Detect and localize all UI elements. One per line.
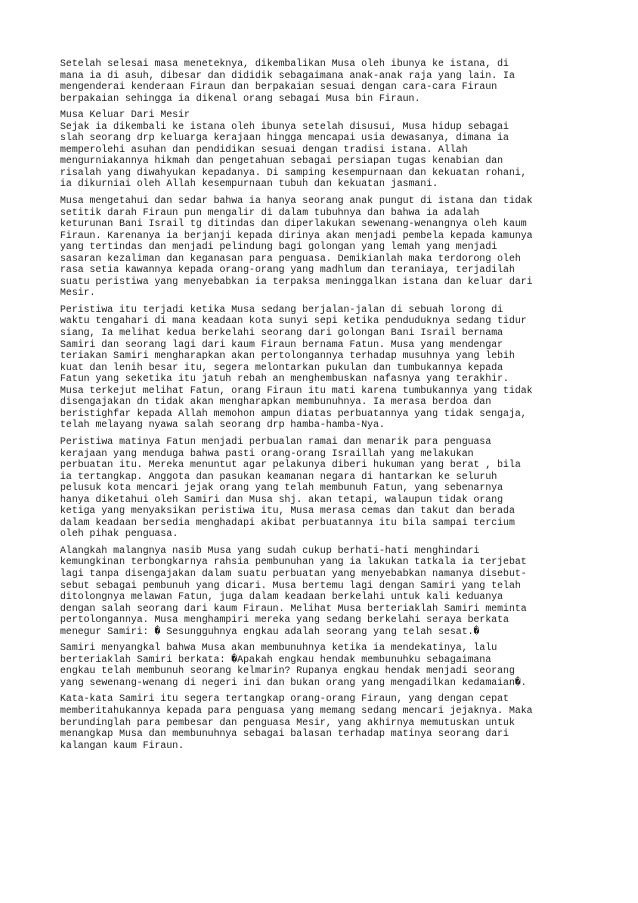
paragraph-8: Kata-kata Samiri itu segera tertangkap orang-orang Firaun, yang dengan cepat memberitahukannya kepada para penguasa yang memang sedang mencari jejaknya. Maka berundinglah para pembesar dan penguasa Mesir, yang akhirnya memutuskan untuk menangkap Musa dan membunuhnya sebagai balasan terhadap matinya seorang dari kalangan kaum Firaun. [60,693,533,751]
paragraph-7: Samiri menyangkal bahwa Musa akan membunuhnya ketika ia mendekatinya, lalu berteriaklah Samiri berkata: �Apakah engkau hendak membunuhku sebagaimana engkau telah membunuh seorang kelmarin? Rupanya engkau hendak menjadi seorang yang sewenang-wenang di negeri ini dan bukan orang yang mengadilkan kedamaian�. [60,642,527,688]
paragraph-2: Musa Keluar Dari Mesir Sejak ia dikembali ke istana oleh ibunya setelah disusui, Musa hidup sebagai slah seorang drp keluarga kerajaan hingga mencapai usia dewasanya, dimana ia memperolehi asuhan dan pendidikan sesuai dengan tradisi istana. Allah mengurniakannya hikmah dan pengetahuan sebagai persiapan tugas kenabian dan risalah yang diwahyukan kepadanya. Di samping kesempurnaan dan kekuatan rohani, ia dikurniai oleh Allah kesempurnaan tubuh dan kekuatan jasmani. [60,109,527,190]
paragraph-5: Peristiwa matinya Fatun menjadi perbualan ramai dan menarik para penguasa kerajaan yang menduga bahwa pasti orang-orang Israillah yang melakukan perbuatan itu. Mereka menuntut agar pelakunya diberi hukuman yang berat , bila ia tertangkap. Anggota dan pasukan keamanan negara di hantarkan ke seluruh pelusuk kota mencari jejak orang yang telah membunuh Fatun, yang sebenarnya hanya diketahui oleh Samiri dan Musa shj. akan tetapi, walaupun tidak orang ketiga yang menyaksikan peristiwa itu, Musa merasa cemas dan takut dan berada dalam keadaan bersedia menghadapi akibat perbuatannya itu bila sampai tercium oleh pihak penguasa. [60,435,521,540]
paragraph-4: Peristiwa itu terjadi ketika Musa sedang berjalan-jalan di sebuah lorong di waktu tengahari di mana keadaan kota sunyi sepi ketika penduduknya sedang tidur siang, Ia melihat kedua berkelahi seorang dari golongan Bani Israil bernama Samiri dan seorang lagi dari kaum Firaun bernama Fatun. Musa yang mendengar teriakan Samiri mengharapkan akan pertolongannya terhadap musuhnya yang lebih kuat dan lenih besar itu, segera melontarkan pukulan dan tumbukannya kepada Fatun yang seketika itu jatuh rebah an menghembuskan nafasnya yang terakhir. Musa terkejut melihat Fatun, orang Firaun itu mati karena tumbukannya yang tidak disengajakan dn tidak akan mengharapkan membunuhnya. Ia merasa berdoa dan beristighfar kepada Allah memohon ampun diatas perbuatannya yang tidak sengaja, telah melayang nyawa salah seorang drp hamba-hamba-Nya. [60,303,533,431]
paragraph-1: Setelah selesai masa meneteknya, dikembalikan Musa oleh ibunya ke istana, di mana ia di asuh, dibesar dan dididik sebagaimana anak-anak raja yang lain. Ia mengenderai kenderaan Firaun dan berpakaian sesuai dengan cara-cara Firaun berpakaian sehingga ia dikenal orang sebagai Musa bin Firaun. [60,58,515,104]
document-page [60,58,600,756]
paragraph-3: Musa mengetahui dan sedar bahwa ia hanya seorang anak pungut di istana dan tidak setitik darah Firaun pun mengalir di dalam tubuhnya dan bahwa ia adalah keturunan Bani Israil tg ditindas dan diperlakukan sewenang-wenangnya oleh kaum Firaun. Karenanya ia berjanji kepada dirinya akan menjadi pembela kepada kamunya yang tertindas dan menjadi pelindung bagi golongan yang lemah yang menjadi sasaran kezaliman dan keganasan para penguasa. Demikianlah maka terdorong oleh rasa setia kawannya kepada orang-orang yang madhlum dan teraniaya, terjadilah suatu peristiwa yang menyebabkan ia terpaksa meninggalkan istana dan keluar dari Mesir. [60,195,533,299]
paragraph-6: Alangkah malangnya nasib Musa yang sudah cukup berhati-hati menghindari kemungkinan terbongkarnya rahsia pembunuhan yang ia lakukan tatkala ia terjebat lagi tanpa disengajakan dalam suatu perbuatan yang menyebabkan namanya disebut- sebut sebagai pembunuh yang dicari. Musa bertemu lagi dengan Samiri yang telah ditolongnya melawan Fatun, juga dalam keadaan berkelahi untuk kali keduanya dengan salah seorang dari kaum Firaun. Melihat Musa berteriaklah Samiri meminta pertolongannya. Musa menghampiri mereka yang sedang berkelahi seraya berkata menegur Samiri: � Sesungguhnya engkau adalah seorang yang telah sesat.� [60,544,527,637]
